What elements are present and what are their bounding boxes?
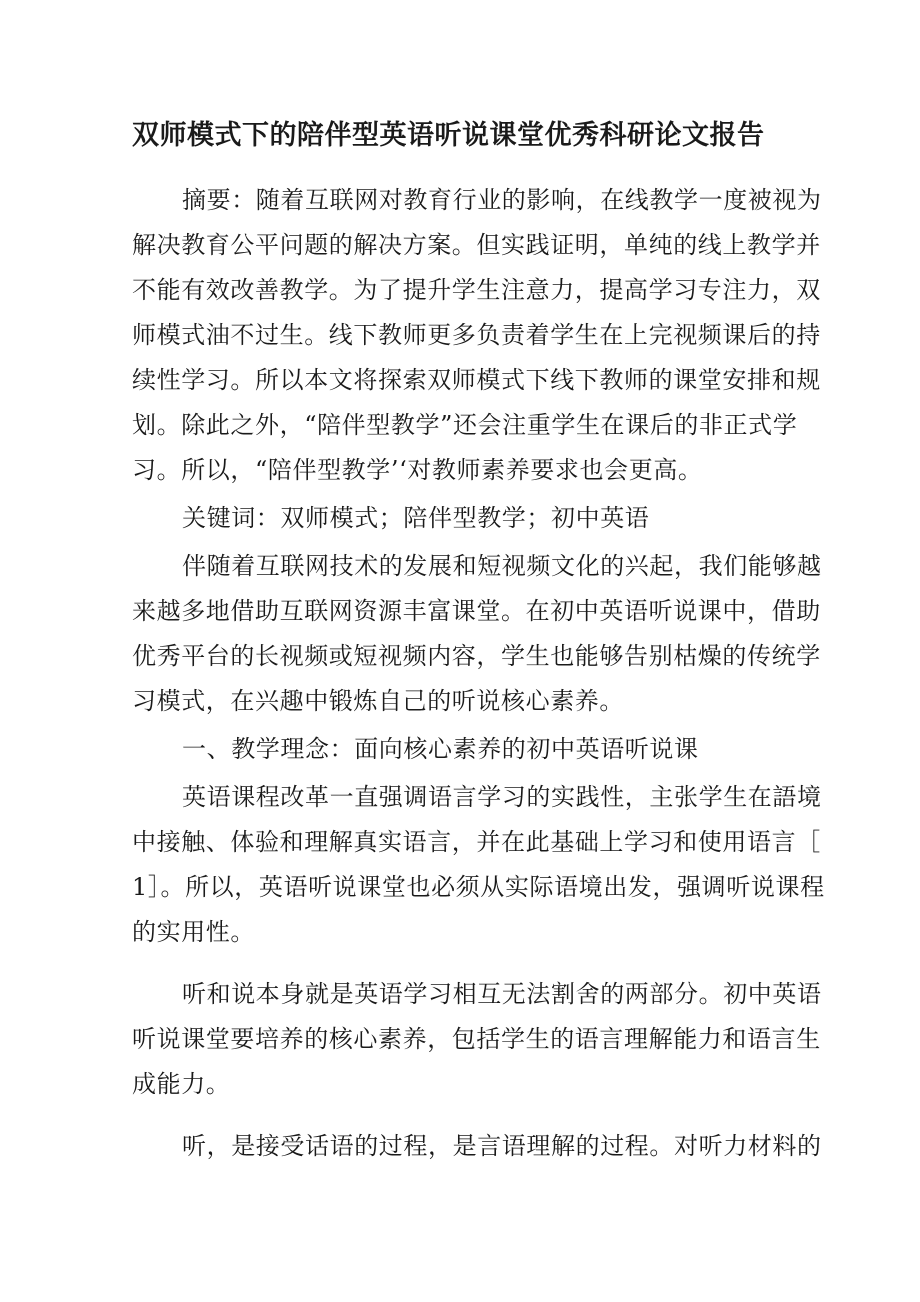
text-line: 来越多地借助互联网资源丰富课堂。在初中英语听说课中，借助 — [132, 597, 821, 625]
text-line: 解决教育公平问题的解决方案。但实践证明，单纯的线上教学并 — [132, 231, 821, 259]
body-paragraph — [132, 972, 822, 1107]
abstract-paragraph — [132, 178, 822, 493]
intro-paragraph — [132, 544, 822, 724]
text-line: 一、教学理念：面向核心素养的初中英语听说课 — [182, 735, 699, 763]
text-line: 的实用性。 — [132, 918, 255, 946]
text-line: 听和说本身就是英语学习相互无法割舍的两部分。初中英语 — [182, 980, 822, 1008]
text-line: 续性学习。所以本文将探索双师模式下线下教师的课堂安排和规 — [132, 366, 821, 394]
text-line: 伴随着互联网技术的发展和短视频文化的兴起，我们能够越 — [182, 552, 822, 580]
keywords-paragraph — [132, 496, 788, 541]
text-line: 听说课堂要培养的核心素养，包括学生的语言理解能力和语言生 — [132, 1025, 821, 1053]
text-line: 师模式油不过生。线下教师更多负责着学生在上完视频课后的持 — [132, 321, 821, 349]
section-heading — [132, 727, 788, 772]
text-line: 优秀平台的长视频或短视频内容，学生也能够告别枯燥的传统学 — [132, 642, 821, 670]
text-line: 摘要：随着互联网对教育行业的影响，在线教学一度被视为 — [182, 186, 822, 214]
text-line: 不能有效改善教学。为了提升学生注意力，提高学习专注力，双 — [132, 276, 821, 304]
text-line: 中接触、体验和理解真实语言，并在此基础上学习和使用语言［ — [132, 828, 821, 856]
text-line: 关键词：双师模式；陪伴型教学；初中英语 — [182, 504, 650, 532]
body-paragraph — [132, 775, 825, 955]
text-line: 1］。所以，英语听说课堂也必须从实际语境出发，强调听说课程 — [132, 873, 825, 901]
text-line: 听，是接受话语的过程，是言语理解的过程。对听力材料的 — [182, 1132, 822, 1160]
text-line: 习。所以，“陪伴型教学’‘对教师素养要求也会更高。 — [132, 456, 703, 484]
text-line: 习模式，在兴趣中锻炼自己的听说核心素养。 — [132, 687, 624, 715]
text-line: 成能力。 — [132, 1070, 231, 1098]
body-paragraph — [132, 1124, 822, 1169]
text-line: 英语课程改革一直强调语言学习的实践性，主张学生在語境 — [182, 783, 822, 811]
text-line: 划。除此之外，“陪伴型教学”还会注重学生在课后的非正式学 — [132, 411, 798, 439]
document-title: 双师模式下的陪伴型英语听说课堂优秀科研论文报告 — [132, 120, 765, 151]
